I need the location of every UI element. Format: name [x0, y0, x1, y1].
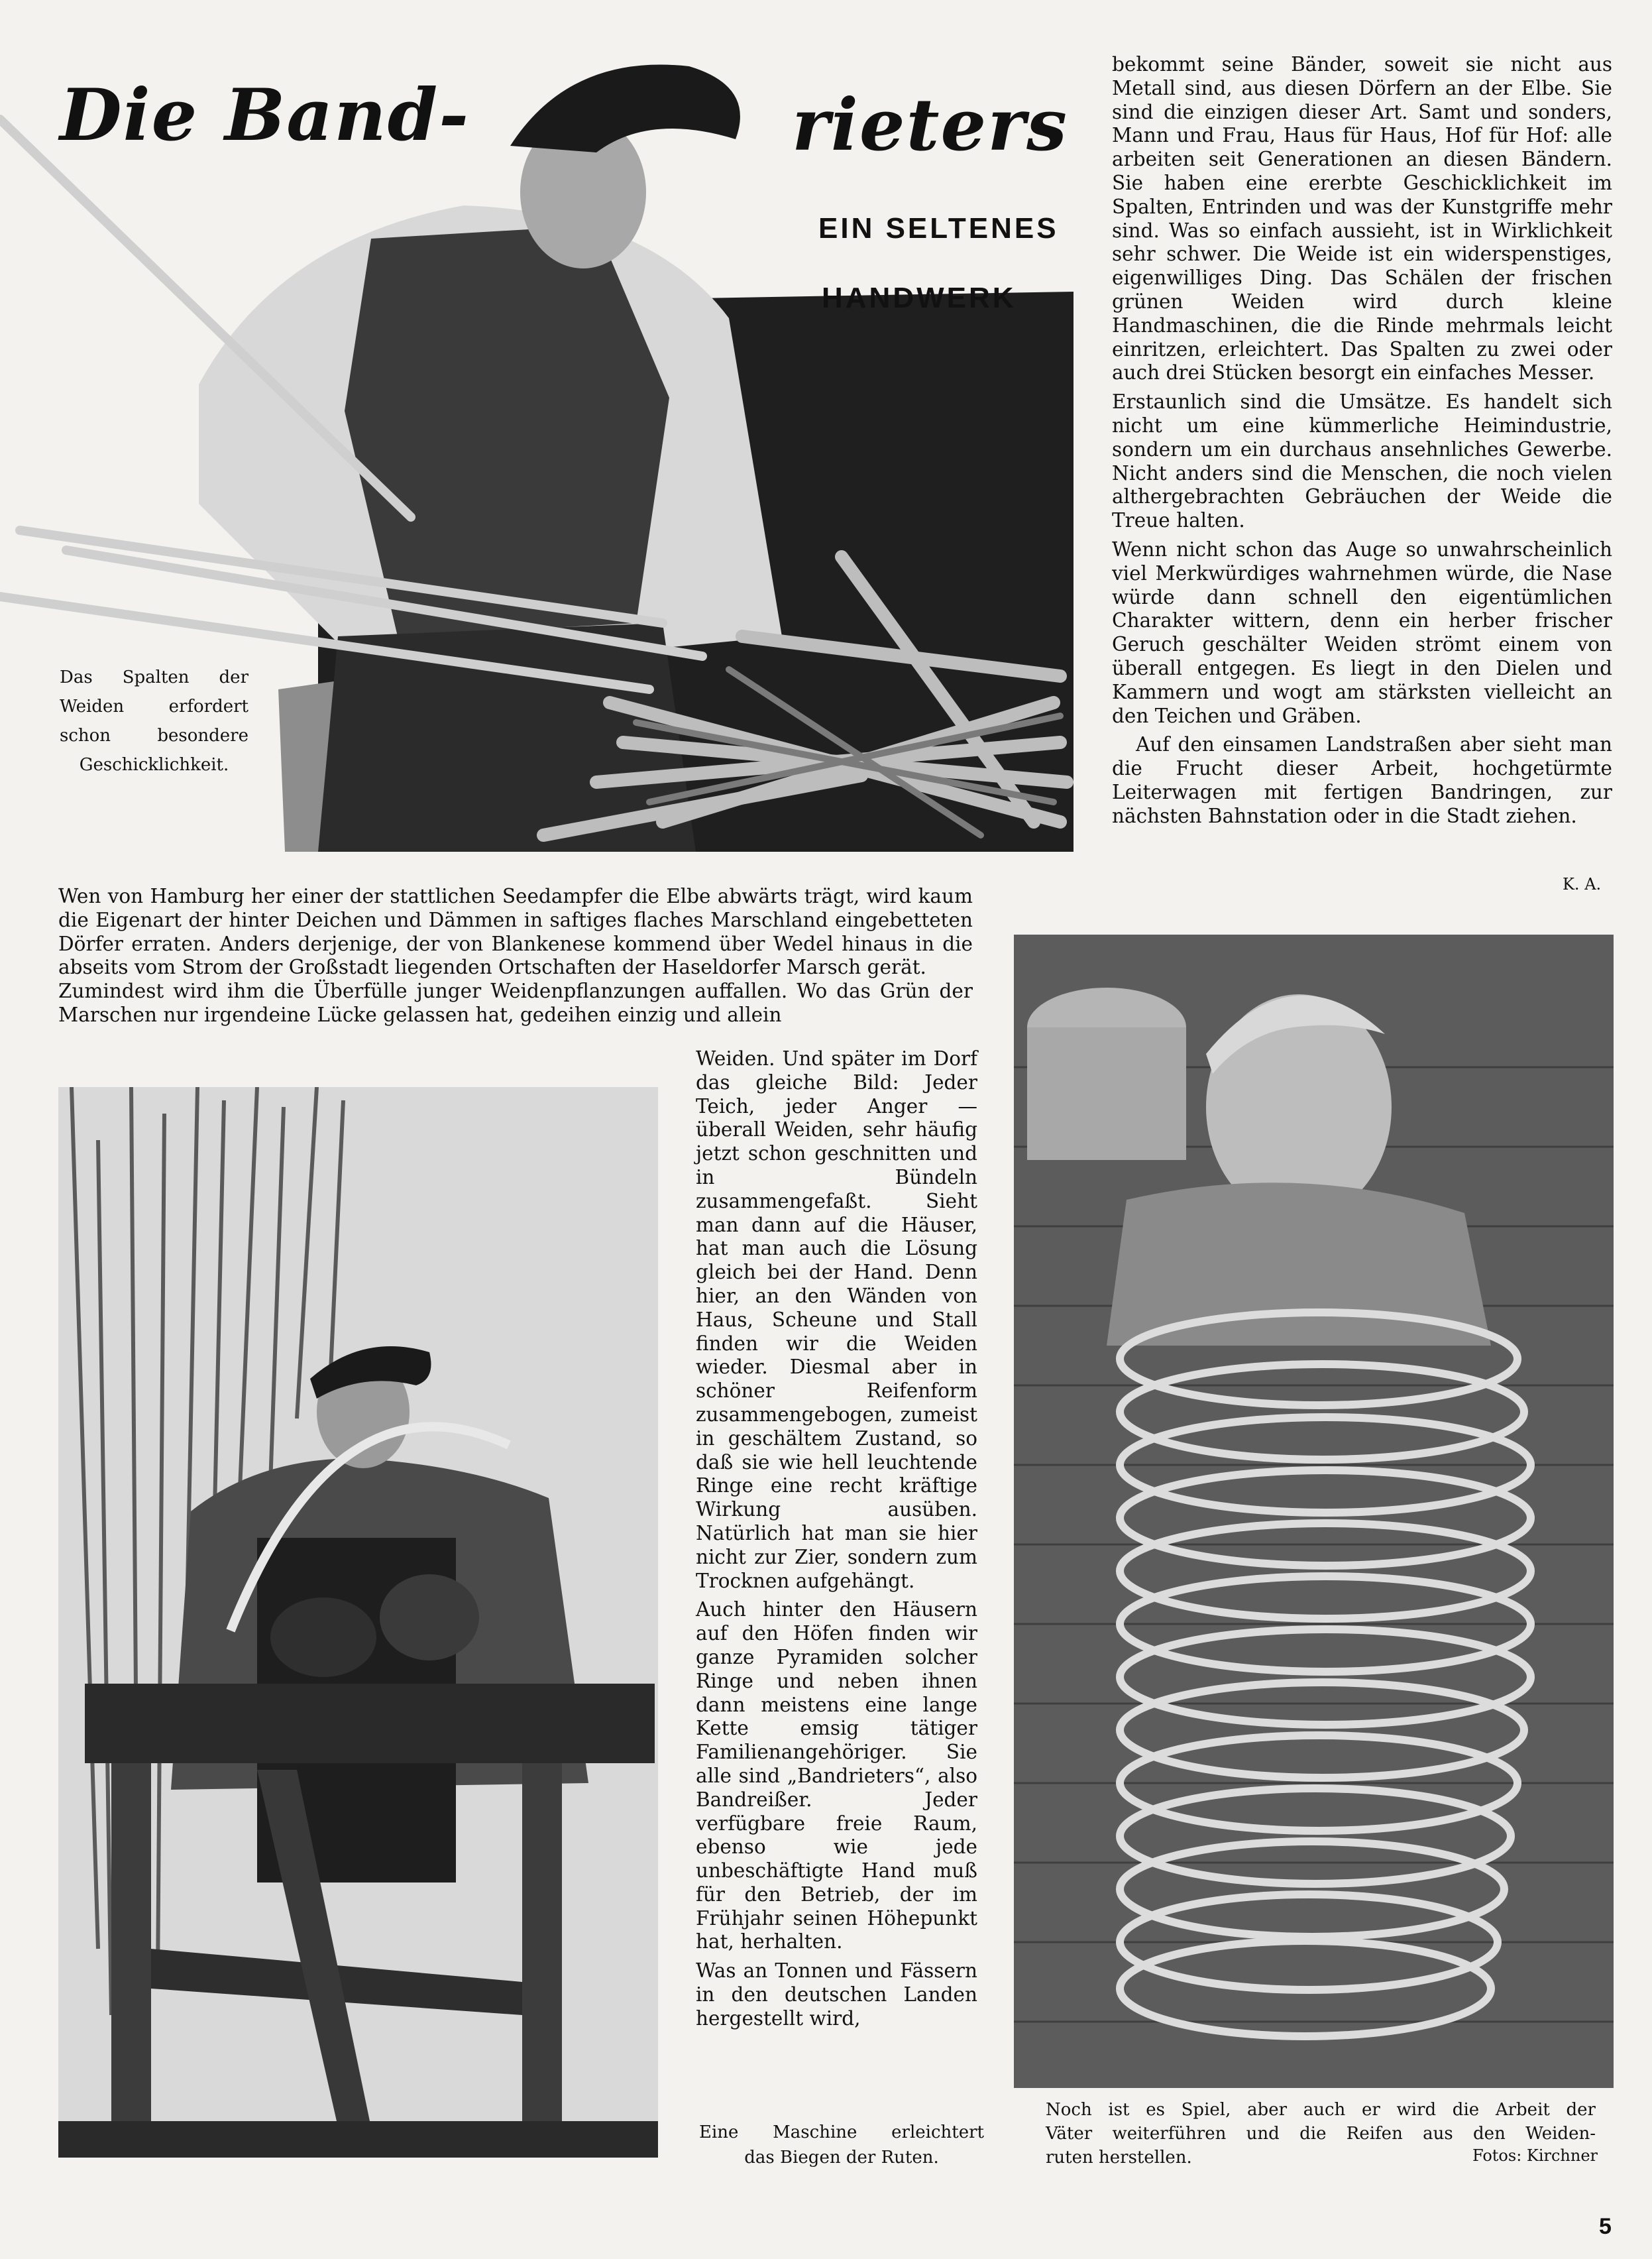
subtitle-line2: HANDWERK — [822, 282, 1017, 314]
caption-line: Das Spalten der — [60, 667, 248, 687]
intro-paragraph-1: Wen von Hamburg her einer der stattlichen Seedampfer die Elbe abwärts trägt, wird kaum die Eigenart der hinter Deichen und Dämmen in saftiges flaches Marschland eingebetteten Dörfer erraten. Anders derjenige, der von Blankenese kommend über Wedel hinaus in die abseits vom Strom der Großstadt liegenden Ortschaften der Haseldorfer Marsch gerät. — [58, 885, 973, 979]
right-paragraph-1: bekommt seine Bänder, soweit sie nicht aus Metall sind, aus diesen Dörfern an der Elbe. Sie sind die einzigen dieser Art. Samt und sonders, Mann und Frau, Haus für Haus, Hof für Hof: alle arbeiten seit Generationen an diesen Bändern. Sie haben eine ererbte Geschicklichkeit im Spalten, Entrinden und was der Kunstgriffe mehr sind. Was so einfach aussieht, ist in Wirklichkeit sehr schwer. Die Weide ist ein widerspenstiges, eigenwilliges Ding. Das Schälen der frischen grünen Weiden wird durch kleine Handmaschinen, die die Rinde mehrmals leicht einritzen, erleichtert. Das Spalten zu zwei oder auch drei Stücken besorgt ein einfaches Messer. — [1112, 53, 1612, 384]
intro-text — [58, 885, 973, 1027]
photo-bending-machine — [58, 1087, 658, 2158]
caption-line: ruten herstellen. — [1046, 2148, 1192, 2168]
title-left: Die Band- — [60, 74, 470, 157]
right-paragraph-2: Erstaunlich sind die Umsätze. Es handelt sich nicht um eine kümmerliche Heimindustrie, sondern um ein durchaus ansehnliches Gewerbe. Nicht anders sind die Menschen, die noch vielen althergebrachten Gebräuchen der Weide die Treue halten. — [1112, 390, 1612, 532]
caption-line: das Biegen der Ruten. — [744, 2148, 939, 2168]
subtitle-line1: EIN SELTENES — [818, 212, 1059, 245]
caption-line: Noch ist es Spiel, aber auch er wird die Arbeit der — [1046, 2100, 1596, 2120]
intro-paragraph-2: Zumindest wird ihm die Überfülle junger Weidenpflanzungen auffallen. Wo das Grün der Marschen nur irgendeine Lücke gelassen hat, gedeihen einzig und allein — [58, 980, 973, 1026]
photo-child-in-hoops — [1014, 935, 1614, 2088]
author-initials: K. A. — [1563, 875, 1602, 894]
middle-paragraph-1: Weiden. Und später im Dorf das gleiche Bild: Jeder Teich, jeder Anger — überall Weiden, sehr häufig jetzt schon geschnitten und in Bündeln zusammengefaßt. Sieht man dann auf die Häuser, hat man auch die Lösung gleich bei der Hand. Denn hier, an den Wänden von Haus, Scheune und Stall finden wir die Weiden wieder. Diesmal aber in schöner Reifenform zusammengebogen, zumeist in geschältem Zustand, so daß sie wie hell leuchtende Ringe eine recht kräftige Wirkung ausüben. Natürlich hat man sie hier nicht zur Zier, sondern zum Trocknen aufgehängt. — [696, 1047, 977, 1592]
right-column-text — [1112, 53, 1612, 829]
right-paragraph-4: Auf den einsamen Landstraßen aber sieht man die Frucht dieser Arbeit, hochgetürmte Leiterwagen mit fertigen Bandringen, zur nächsten Bahnstation oder in die Stadt ziehen. — [1112, 733, 1612, 827]
caption-line: Eine Maschine erleichtert — [699, 2122, 984, 2142]
middle-paragraph-2: Auch hinter den Häusern auf den Höfen finden wir ganze Pyramiden solcher Ringe und neben ihnen dann meistens eine lange Kette emsig tätiger Familienangehöriger. Sie alle sind „Bandrieters“, also Bandreißer. Jeder verfügbare freie Raum, ebenso wie jede unbeschäftigte Hand muß für den Betrieb, der im Frühjahr seinen Höhepunkt hat, herhalten. — [696, 1598, 977, 1953]
page-number: 5 — [1599, 2214, 1612, 2239]
caption-line: schon besondere — [60, 726, 248, 746]
caption-line: Weiden erfordert — [60, 697, 248, 717]
title-right: rieters — [792, 84, 1068, 167]
photo-credit: Fotos: Kirchner — [1472, 2146, 1598, 2165]
caption-machine-photo — [699, 2120, 984, 2170]
caption-line: Geschicklichkeit. — [79, 755, 229, 775]
caption-top-photo — [60, 663, 248, 780]
middle-column-text — [696, 1047, 977, 2031]
right-paragraph-3: Wenn nicht schon das Auge so unwahrscheinlich viel Merkwürdiges wahrnehmen würde, die Nase würde dann schnell den eigentümlichen Charakter wittern, denn ein herber frischer Geruch geschälter Weiden strömt einem von überall entgegen. Es liegt in den Dielen und Kammern und wogt am stärksten vielleicht an den Teichen und Gräben. — [1112, 538, 1612, 727]
middle-paragraph-3: Was an Tonnen und Fässern in den deutschen Landen hergestellt wird, — [696, 1959, 977, 2030]
caption-line: Väter weiterführen und die Reifen aus den Weiden- — [1046, 2124, 1596, 2144]
